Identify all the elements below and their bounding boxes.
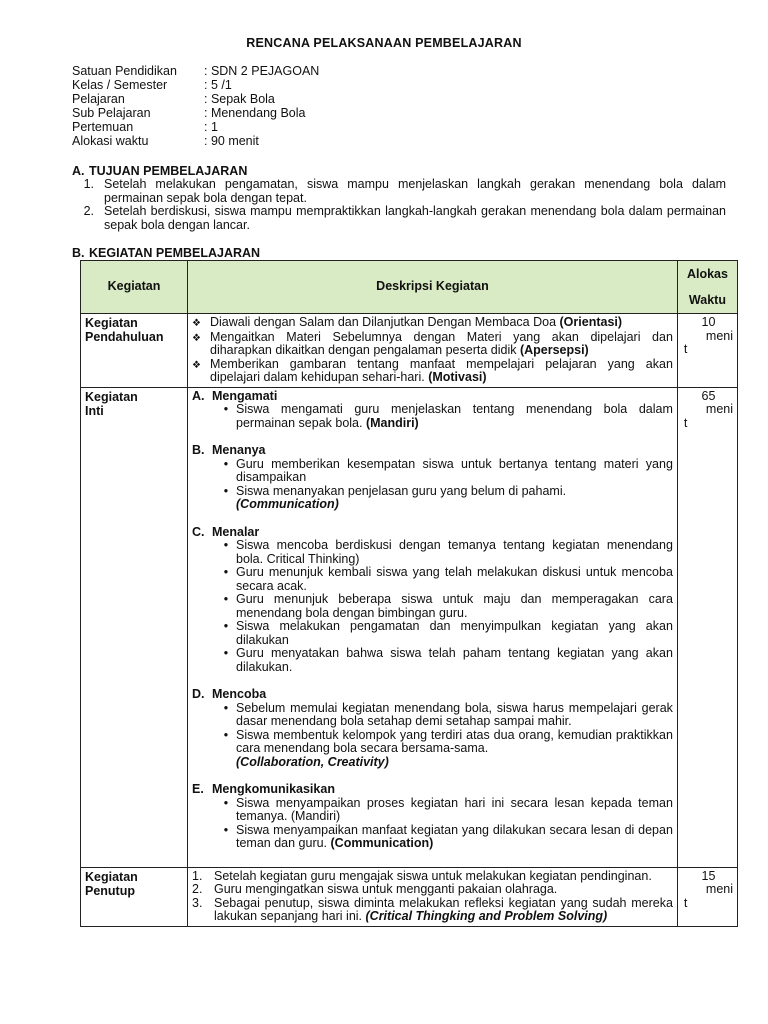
identity-value: : 90 menit <box>204 134 259 148</box>
identity-row <box>72 78 319 92</box>
bullet-text-wrap <box>236 620 673 647</box>
inti-step <box>192 444 673 512</box>
bullet-text: Siswa mengamati guru menjelaskan tentang menendang bola dalam permainan sepak bola. <box>236 402 673 430</box>
bullet-text-wrap <box>236 566 673 593</box>
penutup-item-text: Sebagai penutup, siswa diminta melakukan refleksi kegiatan yang sudah mereka lakukan sepanjang hari ini. <box>214 895 673 923</box>
spacer <box>192 512 673 526</box>
step-letter: C. <box>192 524 205 539</box>
goal-item <box>72 205 726 232</box>
dot-bullet-icon: • <box>223 700 229 715</box>
step-heading <box>192 783 673 797</box>
inti-step <box>192 390 673 431</box>
dot-bullet-icon: • <box>223 727 229 742</box>
step-bullet <box>192 620 673 647</box>
identity-value: : Menendang Bola <box>204 106 306 120</box>
dot-bullet-icon: • <box>223 822 229 837</box>
step-heading <box>192 688 673 702</box>
bullet-text-wrap <box>236 485 673 512</box>
inti-description <box>188 387 678 867</box>
diamond-bullet-icon: ❖ <box>192 359 201 371</box>
spacer <box>192 430 673 444</box>
penutup-item-text-wrap <box>214 897 673 924</box>
kegiatan-sublabel: Penutup <box>85 883 135 898</box>
pendahuluan-item <box>192 331 673 358</box>
inti-step <box>192 526 673 675</box>
dot-bullet-icon: • <box>223 646 229 660</box>
identity-block <box>72 64 319 148</box>
diamond-bullet-icon: ❖ <box>192 332 201 344</box>
step-title: Mengamati <box>212 388 278 403</box>
identity-label: Kelas / Semester <box>72 78 168 92</box>
bullet-text-wrap <box>236 593 673 620</box>
bullet-text: Guru menunjuk kembali siswa yang telah melakukan diskusi untuk mencoba secara acak. <box>236 565 673 593</box>
identity-label: Pelajaran <box>72 92 125 106</box>
goals-list <box>72 178 726 232</box>
alloc-unit-tail: t <box>683 415 688 430</box>
bullet-text-wrap <box>236 403 673 430</box>
step-bullet <box>192 539 673 566</box>
penutup-item <box>192 870 673 884</box>
penutup-item-text: Guru mengingatkan siswa untuk mengganti pakaian olahraga. <box>214 882 558 896</box>
identity-row <box>72 64 319 78</box>
penutup-item-tag: (Critical Thingking and Problem Solving) <box>365 909 608 923</box>
dot-bullet-icon: • <box>223 565 229 579</box>
penutup-item-text: Setelah kegiatan guru mengajak siswa untuk melakukan kegiatan pendinginan. <box>214 868 652 883</box>
bullet-text-wrap <box>236 824 673 851</box>
spacer <box>192 674 673 688</box>
document-title: RENCANA PELAKSANAAN PEMBELAJARAN <box>246 36 522 50</box>
bullet-text: Siswa melakukan pengamatan dan menyimpulkan kegiatan yang akan dilakukan <box>236 619 673 647</box>
pendahuluan-description <box>188 314 678 388</box>
inti-step <box>192 688 673 769</box>
alloc-unit-tail: t <box>683 342 688 356</box>
kegiatan-inti-name <box>81 387 188 867</box>
identity-row <box>72 120 319 134</box>
bullet-tag-line: (Collaboration, Creativity) <box>236 754 389 769</box>
kegiatan-label: Kegiatan <box>85 869 138 884</box>
table-row-inti <box>81 387 738 867</box>
step-bullet <box>192 824 673 851</box>
alloc-unit: meni <box>705 328 733 343</box>
dot-bullet-icon: • <box>223 483 229 498</box>
goal-number: 2. <box>83 204 94 218</box>
dot-bullet-icon: • <box>223 402 229 416</box>
section-a-title: TUJUAN PEMBELAJARAN <box>89 164 248 178</box>
identity-value: : Sepak Bola <box>204 92 275 106</box>
bullet-text: Siswa mencoba berdiskusi dengan temanya tentang kegiatan menendang bola. Critical Thinking) <box>236 538 673 566</box>
step-title: Mengkomunikasikan <box>212 782 335 796</box>
identity-value: : 1 <box>204 120 218 134</box>
dot-bullet-icon: • <box>223 538 229 552</box>
identity-label: Satuan Pendidikan <box>72 64 177 78</box>
bullet-text-wrap <box>236 797 673 824</box>
step-bullet <box>192 593 673 620</box>
spacer <box>192 851 673 865</box>
penutup-description <box>188 867 678 926</box>
bullet-tag: (Mandiri) <box>365 415 419 430</box>
penutup-item-number: 3. <box>192 895 203 910</box>
dot-bullet-icon: • <box>223 592 229 606</box>
dot-bullet-icon: • <box>223 795 229 810</box>
kegiatan-penutup-name <box>81 867 188 926</box>
step-bullet <box>192 485 673 512</box>
section-b-heading <box>72 246 260 260</box>
kegiatan-sublabel: Pendahuluan <box>85 330 164 344</box>
dot-bullet-icon: • <box>223 619 229 633</box>
header-deskripsi: Deskripsi Kegiatan <box>188 261 678 314</box>
header-kegiatan: Kegiatan <box>81 261 188 314</box>
goal-text: Setelah melakukan pengamatan, siswa mampu menjelaskan langkah gerakan menendang bola dalam permainan sepak bola dengan tepat. <box>104 177 726 205</box>
kegiatan-label: Kegiatan <box>85 316 138 330</box>
identity-row <box>72 134 319 148</box>
section-b-title: KEGIATAN PEMBELAJARAN <box>89 246 261 260</box>
inti-step <box>192 783 673 851</box>
pendahuluan-item-text <box>210 331 673 358</box>
pendahuluan-item <box>192 358 673 385</box>
step-title: Menanya <box>212 443 266 457</box>
step-heading <box>192 444 673 458</box>
bullet-text-wrap <box>236 729 673 770</box>
bullet-text: Siswa menyampaikan manfaat kegiatan yang dilakukan secara lesan di depan teman dan guru. <box>236 822 673 850</box>
header-alokasi <box>677 261 737 314</box>
alloc-unit: meni <box>705 402 733 416</box>
bullet-text-wrap <box>236 647 673 674</box>
alloc-number: 65 <box>701 388 716 403</box>
kegiatan-label: Kegiatan <box>85 389 138 404</box>
dot-bullet-icon: • <box>223 456 229 471</box>
section-b-letter: B. <box>72 246 85 260</box>
bullet-text: Siswa membentuk kelompok yang terdiri atas dua orang, kemudian praktikkan cara menendang bola secara bersama-sama. <box>236 727 673 755</box>
pendahuluan-alokasi <box>677 314 737 388</box>
identity-value: : 5 /1 <box>204 78 232 92</box>
step-letter: D. <box>192 687 205 701</box>
kegiatan-pendahuluan-name <box>81 314 188 388</box>
item-tag: (Orientasi) <box>559 315 623 329</box>
table-row-pendahuluan <box>81 314 738 388</box>
bullet-tag-line: (Communication) <box>236 497 339 511</box>
step-letter: B. <box>192 443 205 457</box>
header-alokasi-line2: Waktu <box>688 293 726 307</box>
section-a-letter: A. <box>72 164 85 178</box>
section-a-heading <box>72 164 247 178</box>
step-heading <box>192 526 673 540</box>
alloc-unit: meni <box>705 882 733 896</box>
step-title: Menalar <box>212 524 260 539</box>
step-bullet <box>192 797 673 824</box>
step-bullet <box>192 566 673 593</box>
goal-text: Setelah berdiskusi, siswa mampu mempraktikkan langkah-langkah gerakan menendang bola dalam permainan sepak bola dengan lancar. <box>104 204 726 232</box>
bullet-text-wrap <box>236 458 673 485</box>
identity-label: Pertemuan <box>72 120 134 134</box>
bullet-text: Guru menunjuk beberapa siswa untuk maju dan memperagakan cara menendang bola dengan bimbingan guru. <box>236 592 673 620</box>
penutup-item-text-wrap <box>214 870 673 884</box>
step-letter: E. <box>192 782 204 796</box>
identity-row <box>72 92 319 106</box>
identity-label: Alokasi waktu <box>72 134 149 148</box>
goal-number: 1. <box>83 177 94 191</box>
step-heading <box>192 390 673 404</box>
bullet-text-wrap <box>236 702 673 729</box>
identity-label: Sub Pelajaran <box>72 106 151 120</box>
kegiatan-sublabel: Inti <box>85 403 104 418</box>
activity-table <box>80 260 738 927</box>
table-row-penutup <box>81 867 738 926</box>
penutup-item-number: 2. <box>192 882 203 896</box>
bullet-text: Guru menyatakan bahwa siswa telah paham tentang kegiatan yang akan dilakukan. <box>236 646 673 674</box>
spacer <box>192 769 673 783</box>
bullet-text: Guru memberikan kesempatan siswa untuk bertanya tentang materi yang disampaikan <box>236 456 673 484</box>
step-bullet <box>192 729 673 770</box>
pendahuluan-item-text <box>210 358 673 385</box>
step-bullet <box>192 647 673 674</box>
item-tag: (Motivasi) <box>428 370 487 384</box>
diamond-bullet-icon: ❖ <box>192 318 201 329</box>
goal-item <box>72 178 726 205</box>
step-bullet <box>192 702 673 729</box>
pendahuluan-item <box>192 316 673 331</box>
alloc-unit-tail: t <box>683 895 688 910</box>
penutup-item-text-wrap <box>214 883 673 897</box>
item-text: Diawali dengan Salam dan Dilanjutkan Dengan Membaca Doa <box>210 315 560 329</box>
item-text: Memberikan gambaran tentang manfaat mempelajari pelajaran yang akan dipelajari dalam kehidupan sehari-hari. <box>210 356 673 384</box>
bullet-text: Sebelum memulai kegiatan menendang bola, siswa harus mempelajari gerak dasar menendang bola setahap demi setahap sampai mahir. <box>236 700 673 728</box>
alloc-number: 15 <box>701 868 716 883</box>
identity-value: : SDN 2 PEJAGOAN <box>204 64 320 78</box>
bullet-tag: (Communication) <box>330 836 434 850</box>
pendahuluan-item-text <box>210 316 673 331</box>
item-tag: (Apersepsi) <box>519 343 589 357</box>
penutup-alokasi <box>677 867 737 926</box>
step-bullet <box>192 403 673 430</box>
step-bullet <box>192 458 673 485</box>
inti-alokasi <box>677 387 737 867</box>
bullet-text: Siswa menyampaikan proses kegiatan hari ini secara lesan kepada teman temanya. (Mandiri) <box>236 795 673 823</box>
identity-row <box>72 106 319 120</box>
header-alokasi-line1: Alokas <box>686 267 728 281</box>
bullet-text-wrap <box>236 539 673 566</box>
alloc-number: 10 <box>701 315 716 329</box>
penutup-item-number: 1. <box>192 868 203 883</box>
step-letter: A. <box>192 388 205 403</box>
penutup-item <box>192 883 673 897</box>
item-text: Mengaitkan Materi Sebelumnya dengan Materi yang akan dipelajari dan diharapkan dikaitkan dengan pengalaman peserta didik <box>210 329 673 357</box>
table-header-row <box>81 261 738 314</box>
bullet-text: Siswa menanyakan penjelasan guru yang belum di pahami. <box>236 483 567 498</box>
penutup-item <box>192 897 673 924</box>
step-title: Mencoba <box>212 687 267 701</box>
